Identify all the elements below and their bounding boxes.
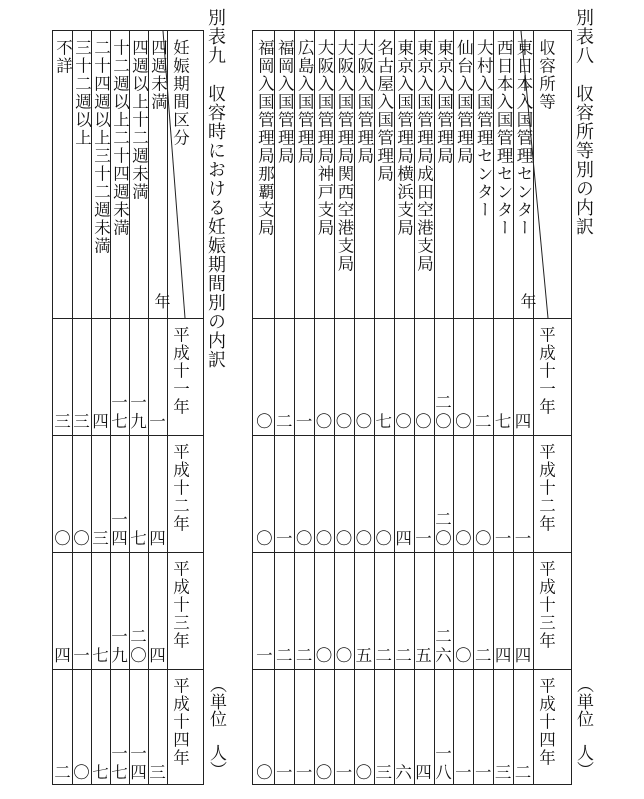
table-cell: 〇 (355, 762, 373, 782)
row-label: 大阪入国管理局関西空港支局 (334, 39, 354, 273)
table8-title: 別表八 収容所等別の内訳 (573, 8, 594, 236)
year-header: 平成十一年 (536, 326, 556, 416)
table-cell: 一 七 (111, 392, 128, 431)
row-label: 東日本入国管理センター (514, 39, 534, 237)
row-label: 広島入国管理局 (295, 39, 315, 165)
table-cell: 〇 (256, 762, 273, 782)
corner-year-label: 年 (152, 293, 171, 309)
table-cell: 一 九 (111, 626, 128, 665)
table-cell: 一 四 (111, 509, 128, 548)
table-cell: 二 (475, 411, 492, 431)
row-label: 名古屋入国管理局 (374, 39, 394, 183)
table-cell: 一 (415, 528, 432, 548)
table9-title: 別表九 収容時における妊娠期間別の内訳 (205, 8, 226, 369)
table-cell: 〇 (455, 411, 472, 431)
row-label: 大阪入国管理局 (354, 39, 374, 165)
row-label: 福岡入国管理局 (275, 39, 295, 165)
row-label: 大村入国管理センター (474, 39, 494, 219)
table-cell: 一 (276, 528, 293, 548)
table-cell: 一 (149, 411, 166, 431)
table-cell: 四 (514, 645, 532, 665)
row-label: 西日本入国管理センター (494, 39, 514, 237)
corner-header: 収容所等 (536, 39, 556, 111)
row-label: 東京入国管理局 (434, 39, 454, 165)
table-cell: 〇 (315, 645, 333, 665)
table-cell: 二 (375, 645, 392, 665)
table-cell: 〇 (355, 528, 373, 548)
year-header: 平成十一年 (170, 326, 190, 416)
table-cell: 〇 (54, 528, 71, 548)
table-cell: 〇 (415, 411, 432, 431)
table-cell: 〇 (73, 762, 90, 782)
table-cell: 〇 (455, 528, 472, 548)
table-cell: 〇 (335, 411, 353, 431)
table-cell: 五 (355, 645, 373, 665)
row-label: 四週未満 (148, 39, 168, 111)
table-cell: 〇 (335, 645, 353, 665)
table-cell: 七 (494, 411, 512, 431)
table-cell: 四 (514, 411, 532, 431)
table-cell: 一 (514, 528, 532, 548)
table-cell: 四 (149, 645, 166, 665)
table-cell: 一 (455, 762, 472, 782)
table-cell: 二 (54, 762, 71, 782)
table-cell: 七 (92, 762, 109, 782)
table8-unit: （単位 人） (573, 676, 593, 778)
corner-year-label: 年 (518, 293, 537, 309)
row-label: 十二週以上二十四週未満 (110, 39, 130, 237)
table-cell: 〇 (455, 645, 472, 665)
table-cell: 一 (475, 762, 492, 782)
row-label: 大阪入国管理局神戸支局 (315, 39, 335, 237)
table-cell: 一 七 (111, 743, 128, 782)
row-label: 仙台入国管理局 (454, 39, 474, 165)
table-cell: 一 (73, 645, 90, 665)
table-cell: 四 (494, 645, 512, 665)
table-cell: 二 〇 (435, 509, 452, 548)
table9 (52, 30, 204, 785)
table-cell: 二 六 (435, 626, 452, 665)
table-cell: 四 (92, 411, 109, 431)
table-cell: 七 (130, 528, 147, 548)
table-cell: 〇 (335, 528, 353, 548)
table9-unit: （単位 人） (206, 676, 226, 778)
table-cell: 一 (276, 762, 293, 782)
year-header: 平成十二年 (536, 443, 556, 533)
table-cell: 〇 (315, 411, 333, 431)
table-cell: 〇 (295, 528, 313, 548)
year-header: 平成十二年 (170, 443, 190, 533)
table-cell: 二 (395, 645, 412, 665)
table-cell: 二 (295, 645, 313, 665)
table-cell: 〇 (256, 528, 273, 548)
table-cell: 四 (395, 528, 412, 548)
row-label: 東京入国管理局成田空港支局 (414, 39, 434, 273)
corner-header: 妊娠期間区分 (170, 39, 190, 147)
table-cell: 一 八 (435, 743, 452, 782)
table-cell: 四 (54, 645, 71, 665)
table-cell: 〇 (395, 411, 412, 431)
table8 (252, 30, 572, 785)
table-cell: 〇 (355, 411, 373, 431)
table-cell: 〇 (315, 528, 333, 548)
table-cell: 〇 (375, 528, 392, 548)
year-header: 平成十四年 (170, 677, 190, 767)
table-cell: 五 (415, 645, 432, 665)
table-cell: 二 (276, 411, 293, 431)
table-cell: 一 (256, 645, 273, 665)
table-cell: 七 (375, 411, 392, 431)
table-cell: 一 (295, 762, 313, 782)
table-cell: 三 (494, 762, 512, 782)
table-cell: 三 (375, 762, 392, 782)
year-header: 平成十三年 (536, 560, 556, 650)
table-cell: 三 (149, 762, 166, 782)
table-cell: 〇 (256, 411, 273, 431)
table-cell: 二 (514, 762, 532, 782)
table-cell: 六 (395, 762, 412, 782)
table-cell: 二 〇 (130, 626, 147, 665)
table-cell: 一 (494, 528, 512, 548)
year-header: 平成十四年 (536, 677, 556, 767)
row-label: 不詳 (53, 39, 73, 75)
table-cell: 二 〇 (435, 392, 452, 431)
table-cell: 一 四 (130, 743, 147, 782)
row-label: 東京入国管理局横浜支局 (394, 39, 414, 237)
table-cell: 四 (415, 762, 432, 782)
row-label: 三十二週以上 (72, 39, 92, 147)
table-cell: 三 (54, 411, 71, 431)
table-cell: 〇 (475, 528, 492, 548)
table-cell: 二 (276, 645, 293, 665)
row-label: 二十四週以上三十二週未満 (91, 39, 111, 255)
table-cell: 七 (92, 645, 109, 665)
table-cell: 三 (73, 411, 90, 431)
table-cell: 一 (335, 762, 353, 782)
table-cell: 〇 (73, 528, 90, 548)
table-cell: 四 (149, 528, 166, 548)
table-cell: 〇 (315, 762, 333, 782)
year-header: 平成十三年 (170, 560, 190, 650)
table-cell: 一 九 (130, 392, 147, 431)
table-cell: 二 (475, 645, 492, 665)
row-label: 四週以上十二週未満 (129, 39, 149, 201)
table-cell: 三 (92, 528, 109, 548)
table-cell: 一 (295, 411, 313, 431)
row-label: 福岡入国管理局那覇支局 (255, 39, 275, 237)
